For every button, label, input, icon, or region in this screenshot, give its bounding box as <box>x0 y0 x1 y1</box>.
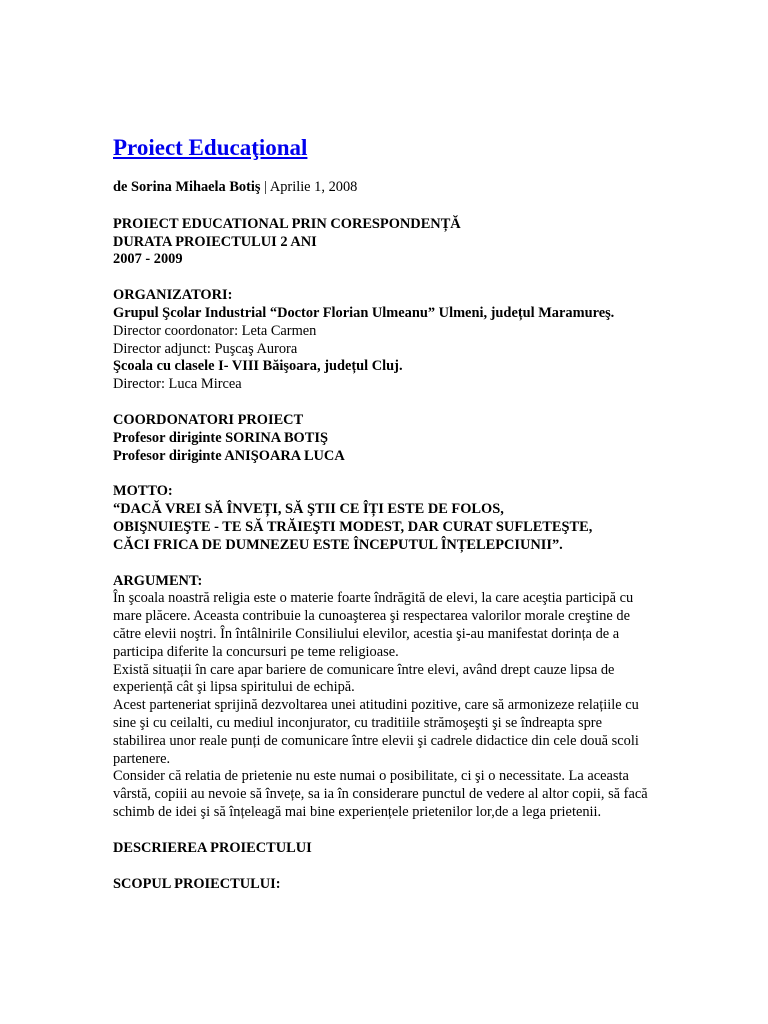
description-heading: DESCRIEREA PROIECTULUI <box>113 839 312 856</box>
coordinators-section <box>113 412 658 465</box>
motto-heading: MOTTO: <box>113 483 173 500</box>
organizers-heading: ORGANIZATORI: <box>113 287 233 304</box>
motto-line: CĂCI FRICA DE DUMNEZEU ESTE ÎNCEPUTUL ÎNȚELEPCIUNII”. <box>113 536 563 553</box>
byline <box>113 179 658 197</box>
coordinators-heading: COORDONATORI PROIECT <box>113 411 304 428</box>
publish-date: Aprilie 1, 2008 <box>269 179 358 195</box>
document-page <box>113 133 658 911</box>
argument-paragraph: Acest parteneriat sprijină dezvoltarea unei atitudini pozitive, care să armonizeze relațiile cu sine şi cu ceilalti, cu mediul inconjurator, cu traditiile strămoşeşti şi se îndreapta spre stabilirea unor reale punți de comunicare între elevii şi cadrele didactice din cele două scoli partenere. <box>113 697 639 767</box>
project-name: PROIECT EDUCATIONAL PRIN CORESPONDENȚĂ <box>113 215 461 232</box>
coordinator-teacher-2: Profesor diriginte ANIŞOARA LUCA <box>113 447 345 464</box>
motto-line: “DACĂ VREI SĂ ÎNVEȚI, SĂ ŞTII CE ÎȚI ESTE DE FOLOS, <box>113 501 504 518</box>
argument-section <box>113 573 658 822</box>
organizers-section <box>113 287 658 394</box>
coordinator-teacher-1: Profesor diriginte SORINA BOTIŞ <box>113 429 328 446</box>
motto-section <box>113 483 658 554</box>
argument-heading: ARGUMENT: <box>113 572 203 589</box>
motto-line: OBIŞNUIEŞTE - TE SĂ TRĂIEŞTI MODEST, DAR CURAT SUFLETEŞTE, <box>113 518 593 535</box>
organizer-director-2: Director: Luca Mircea <box>113 376 242 393</box>
page-title-link[interactable]: Proiect Educaţional <box>113 135 308 160</box>
argument-paragraph: În şcoala noastră religia este o materie foarte îndrăgită de elevi, la care aceştia participă cu mare plăcere. Aceasta contribuie la cunoaşterea şi respectarea valorilor morale creştine de către elevii noştri. În întâlnirile Consiliului elevilor, acestia şi-au manifestat dorința de a participa diferite la concursuri pe teme religioase. <box>113 590 634 660</box>
organizer-school-2: Şcoala cu clasele I- VIII Băişoara, județul Cluj. <box>113 358 403 375</box>
author: de Sorina Mihaela Botiş <box>113 179 261 195</box>
organizer-school-1: Grupul Şcolar Industrial “Doctor Florian Ulmeanu” Ulmeni, județul Maramureş. <box>113 304 615 321</box>
organizer-director-1: Director coordonator: Leta Carmen <box>113 322 317 339</box>
project-duration: DURATA PROIECTULUI 2 ANI <box>113 233 317 250</box>
argument-paragraph: Există situații în care apar bariere de comunicare între elevi, având drept cauze lipsa de experiență cât şi lipsa spiritului de echipă. <box>113 661 615 696</box>
byline-separator: | <box>260 179 270 195</box>
argument-paragraph: Consider că relatia de prietenie nu este numai o posibilitate, ci şi o necessitate. La aceasta vârstă, copiii au nevoie să învețe, sa ia în considerare punctul de vedere al altor copii, să facă schimb de idei şi să înțeleagă mai bine experiențele prietenilor lor,de a lega prietenii. <box>113 768 648 820</box>
project-years: 2007 - 2009 <box>113 251 183 268</box>
project-header <box>113 216 658 269</box>
scope-heading: SCOPUL PROIECTULUI: <box>113 875 281 892</box>
organizer-deputy-1: Director adjunct: Puşcaş Aurora <box>113 340 298 357</box>
